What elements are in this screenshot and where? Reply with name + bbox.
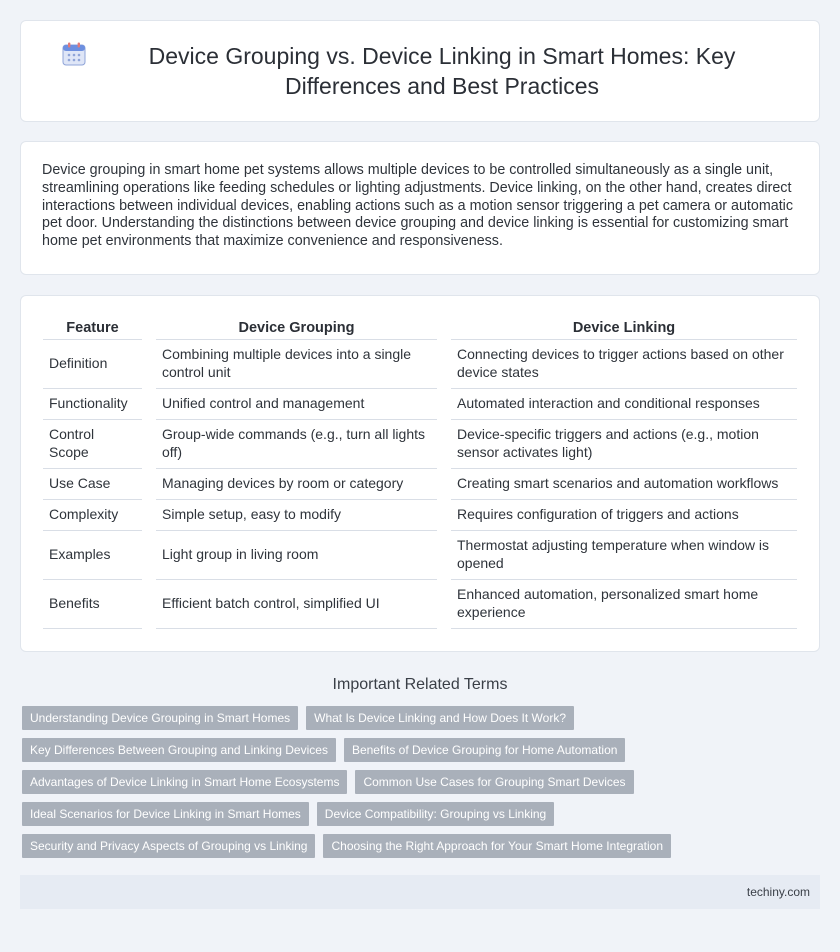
title-card	[20, 20, 820, 122]
title-wrap	[61, 41, 779, 101]
column-gap	[142, 420, 156, 469]
linking-cell: Requires configuration of triggers and actions	[451, 500, 797, 531]
feature-cell: Functionality	[43, 389, 142, 420]
table-row	[43, 469, 797, 500]
grouping-cell: Group-wide commands (e.g., turn all lights off)	[156, 420, 437, 469]
grouping-cell: Combining multiple devices into a single control unit	[156, 340, 437, 389]
column-gap	[142, 389, 156, 420]
footer	[20, 875, 820, 909]
tag-row	[22, 706, 820, 730]
table-row	[43, 389, 797, 420]
column-gap	[437, 469, 451, 500]
tag-row	[22, 738, 820, 762]
table-row	[43, 531, 797, 580]
related-term-tag[interactable]: Choosing the Right Approach for Your Smart Home Integration	[323, 834, 671, 858]
column-gap	[437, 340, 451, 389]
related-term-tag[interactable]: What Is Device Linking and How Does It Work?	[306, 706, 574, 730]
grouping-cell: Simple setup, easy to modify	[156, 500, 437, 531]
linking-cell: Automated interaction and conditional responses	[451, 389, 797, 420]
column-gap	[437, 315, 451, 340]
related-term-tag[interactable]: Key Differences Between Grouping and Linking Devices	[22, 738, 336, 762]
related-term-tag[interactable]: Device Compatibility: Grouping vs Linking	[317, 802, 554, 826]
footer-site-link[interactable]: techiny.com	[746, 885, 810, 899]
table-header-row	[43, 315, 797, 340]
header-device-linking: Device Linking	[451, 315, 797, 340]
grouping-cell: Light group in living room	[156, 531, 437, 580]
column-gap	[437, 389, 451, 420]
feature-cell: Examples	[43, 531, 142, 580]
tag-row	[22, 770, 820, 794]
feature-cell: Use Case	[43, 469, 142, 500]
grouping-cell: Managing devices by room or category	[156, 469, 437, 500]
related-term-tag[interactable]: Common Use Cases for Grouping Smart Devices	[355, 770, 633, 794]
column-gap	[142, 340, 156, 389]
feature-cell: Benefits	[43, 580, 142, 629]
column-gap	[437, 500, 451, 531]
comparison-table-card	[20, 295, 820, 652]
related-term-tag[interactable]: Benefits of Device Grouping for Home Automation	[344, 738, 625, 762]
related-term-tag[interactable]: Security and Privacy Aspects of Grouping vs Linking	[22, 834, 315, 858]
linking-cell: Connecting devices to trigger actions based on other device states	[451, 340, 797, 389]
intro-paragraph: Device grouping in smart home pet systems allows multiple devices to be controlled simultaneously as a single unit, streamlining operations like feeding schedules or lighting adjustments. Device linking, on the other hand, creates direct interactions between individual devices, enabling actions such as a motion sensor triggering a pet camera or automatic pet door. Understanding the distinctions between device grouping and device linking is essential for customizing smart home pet environments that maximize convenience and responsiveness.	[42, 162, 794, 250]
grouping-cell: Unified control and management	[156, 389, 437, 420]
column-gap	[437, 420, 451, 469]
tag-row	[22, 834, 820, 858]
related-term-tag[interactable]: Ideal Scenarios for Device Linking in Smart Homes	[22, 802, 309, 826]
linking-cell: Thermostat adjusting temperature when window is opened	[451, 531, 797, 580]
feature-cell: Control Scope	[43, 420, 142, 469]
column-gap	[142, 315, 156, 340]
linking-cell: Enhanced automation, personalized smart home experience	[451, 580, 797, 629]
table-row	[43, 340, 797, 389]
related-term-tag[interactable]: Understanding Device Grouping in Smart Homes	[22, 706, 298, 730]
table-row	[43, 580, 797, 629]
feature-cell: Definition	[43, 340, 142, 389]
header-feature: Feature	[43, 315, 142, 340]
related-terms-heading: Important Related Terms	[332, 676, 508, 693]
column-gap	[437, 531, 451, 580]
related-terms-tags	[22, 706, 820, 858]
intro-card	[20, 141, 820, 275]
column-gap	[142, 500, 156, 531]
header-device-grouping: Device Grouping	[156, 315, 437, 340]
related-term-tag[interactable]: Advantages of Device Linking in Smart Home Ecosystems	[22, 770, 347, 794]
tag-row	[22, 802, 820, 826]
linking-cell: Creating smart scenarios and automation workflows	[451, 469, 797, 500]
calendar-icon	[61, 41, 87, 67]
table-row	[43, 420, 797, 469]
table-row	[43, 500, 797, 531]
column-gap	[142, 531, 156, 580]
page-title: Device Grouping vs. Device Linking in Smart Homes: Key Differences and Best Practices	[148, 43, 736, 99]
column-gap	[437, 580, 451, 629]
column-gap	[142, 580, 156, 629]
linking-cell: Device-specific triggers and actions (e.g., motion sensor activates light)	[451, 420, 797, 469]
column-gap	[142, 469, 156, 500]
comparison-table	[43, 315, 797, 629]
feature-cell: Complexity	[43, 500, 142, 531]
grouping-cell: Efficient batch control, simplified UI	[156, 580, 437, 629]
